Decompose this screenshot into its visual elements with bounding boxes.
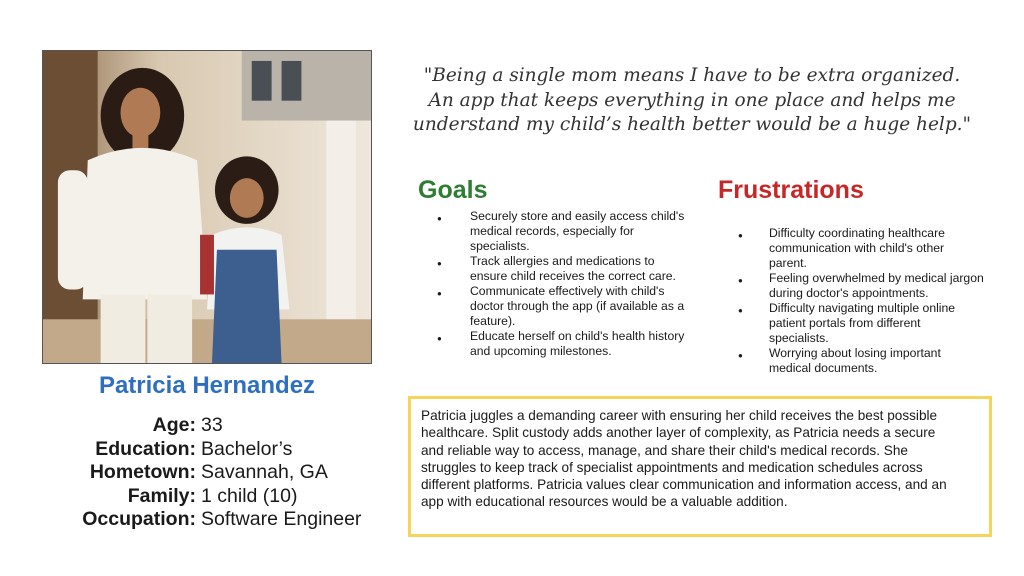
fact-family — [60, 485, 380, 509]
goals-heading: Goals — [418, 176, 488, 204]
summary-line: healthcare. Split custody adds another layer of complexity, as Patricia needs a secure — [421, 425, 936, 441]
summary-line: Patricia juggles a demanding career with ensuring her child receives the best possible — [421, 408, 938, 423]
list-item — [470, 284, 684, 329]
list-item-line: parent. — [769, 256, 807, 270]
list-item-line: ● Worrying about losing important — [769, 346, 941, 360]
persona-photo-illustration — [43, 51, 371, 363]
summary-line: different platforms. Patricia values clear communication and information access, and an — [421, 477, 947, 493]
persona-photo — [42, 50, 372, 364]
list-item-line: ● Securely store and easily access child's — [470, 209, 685, 223]
list-item-line: ● Difficulty navigating multiple online — [769, 301, 956, 315]
goals-list — [470, 209, 684, 359]
list-item-line: and upcoming milestones. — [470, 344, 612, 358]
fact-value: Savannah, GA — [201, 461, 328, 483]
fact-label: Education: — [95, 437, 196, 460]
list-item — [769, 271, 984, 301]
persona-quote — [400, 64, 984, 138]
quote-line: "Being a single mom means I have to be extra organized. — [423, 65, 961, 86]
fact-age — [60, 414, 380, 438]
quote-line: understand my child’s health better would be a huge help." — [412, 114, 972, 135]
list-item — [769, 346, 984, 376]
list-item-line: medical records, especially for — [470, 224, 634, 238]
fact-hometown — [60, 461, 380, 485]
list-item-line: specialists. — [470, 239, 530, 253]
list-item-line: ensure child receives the correct care. — [470, 269, 676, 283]
list-item-line: during doctor's appointments. — [769, 286, 929, 300]
fact-value: 1 child (10) — [201, 484, 298, 507]
list-item-line: ● Feeling overwhelmed by medical jargon — [769, 271, 984, 285]
persona-summary-box — [408, 396, 992, 537]
list-item-line: specialists. — [769, 331, 829, 345]
fact-value: Software Engineer — [201, 508, 362, 530]
list-item-line: communication with child's other — [769, 241, 945, 255]
list-item-line: ● Difficulty coordinating healthcare — [769, 226, 945, 240]
fact-value: Bachelor’s — [201, 437, 293, 460]
list-item-line: ● Track allergies and medications to — [470, 254, 655, 268]
summary-line: app with educational resources would be a valuable addition. — [421, 494, 788, 510]
fact-label: Occupation: — [82, 508, 196, 530]
list-item — [470, 209, 684, 254]
summary-line: and reliable way to access, manage, and share their child's medical records. She — [421, 442, 908, 458]
list-item — [470, 329, 684, 359]
list-item-line: ● Educate herself on child's health history — [470, 329, 685, 343]
fact-label: Hometown: — [89, 461, 196, 483]
list-item-line: patient portals from different — [769, 316, 921, 330]
summary-line: struggles to keep track of specialist appointments and medication schedules across — [421, 459, 923, 475]
list-item — [769, 226, 984, 271]
list-item-line: doctor through the app (if available as a — [470, 299, 685, 313]
fact-label: Age: — [152, 414, 196, 436]
fact-occupation — [60, 508, 380, 532]
persona-facts — [60, 414, 380, 532]
list-item-line: feature). — [470, 314, 516, 328]
list-item — [470, 254, 684, 284]
fact-education — [60, 438, 380, 462]
fact-value: 33 — [201, 414, 223, 436]
fact-label: Family: — [127, 484, 196, 507]
frustrations-list — [769, 226, 984, 376]
list-item-line: ● Communicate effectively with child's — [470, 284, 665, 298]
quote-line: An app that keeps everything in one place and helps me — [428, 89, 956, 111]
list-item-line: medical documents. — [769, 361, 878, 375]
persona-name: Patricia Hernandez — [98, 372, 316, 399]
frustrations-heading: Frustrations — [718, 176, 864, 204]
list-item — [769, 301, 984, 346]
